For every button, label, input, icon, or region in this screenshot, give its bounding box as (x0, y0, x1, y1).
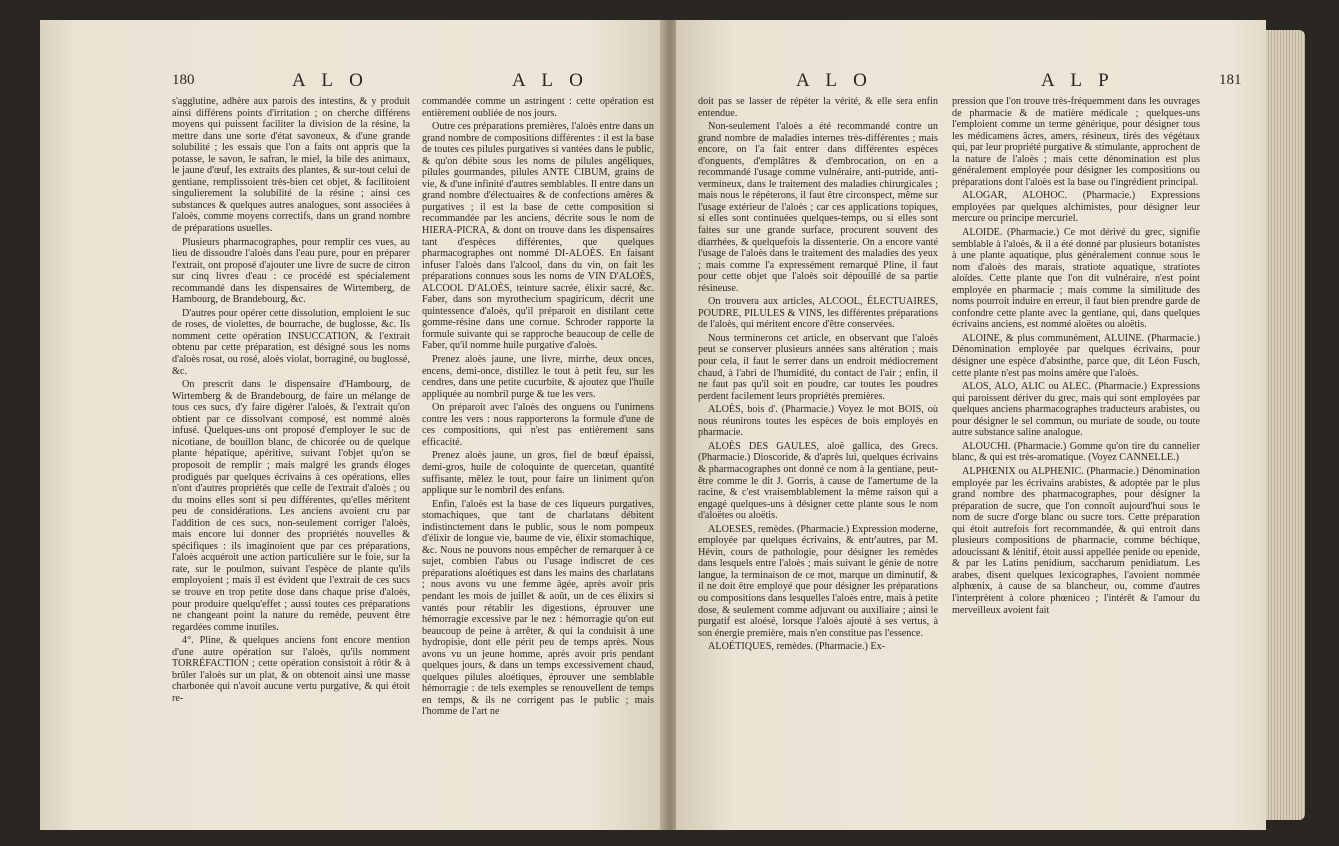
running-head-right-1: A L O (796, 70, 873, 91)
paragraph: On trouvera aux articles, ALCOOL, ÉLECTUAIRES, POUDRE, PILULES & VINS, les différentes préparations de l'aloès, qui méritent encore d'être conservées. (698, 296, 938, 331)
page-number-right: 181 (1219, 72, 1242, 88)
paragraph: ALOESES, remèdes. (Pharmacie.) Expression moderne, employée par quelques écrivains, & entr'autres, par M. Hévin, cours de pathologie, pour désigner les remèdes dans lesquels entre l'aloès ; mais suivant le génie de notre langue, la terminaison de ce mot, marque un diminutif, & il ne doit être employé que pour désigner les préparations ou compositions dans lesquelles l'aloès entre, mais à petite dose, & seulement comme adjuvant ou auxiliaire ; ainsi le purgatif est aloésé, lorsque l'aloès ajouté à ses vertus, à son énergie première, mais n'en constitue pas l'essence. (698, 523, 938, 639)
right-column-2 (952, 96, 1200, 618)
left-page (40, 20, 664, 830)
paragraph: On prescrit dans le dispensaire d'Hambourg, de Wirtemberg & de Brandebourg, de faire un mélange de tous ces sucs, d'y faire digérer l'aloès, & l'extrait qu'on obtient par ce dissolvant composé, est nommé aloès infusé. Quelques-uns ont proposé d'employer le suc de nicotiane, de bouillon blanc, de chicorée ou de quelque plante hépatique, apéritive, suivant l'objet qu'on se proposoit de remplir ; mais malgré les grands éloges prodigués par quelques écrivains à ces opérations, elles n'ont d'autres propriétés que celle de l'extrait d'aloès ; ou du moins elles sont si peu différentes, qu'elles méritent peu de considérations. Les anciens avoient cru par l'addition de ces sucs, non-seulement corriger l'aloès, mais encore lui donner des propriétés nouvelles & spécifiques : ils imaginoient que par ces préparations, l'aloès acquéroit une action particulière sur le foie, sur la rate, sur le poulmon, suivant l'espèce de plante qu'ils employoient ; mais il est évident que l'extrait de ces sucs se trouve en trop petite dose dans chaque prise d'aloès, pour produire quelqu'effet ; aussi toutes ces préparations ne changeant point la nature du remède, peuvent être regardées comme inutiles. (172, 379, 410, 633)
right-column-1 (698, 96, 938, 655)
paragraph: Outre ces préparations premières, l'aloès entre dans un grand nombre de compositions différentes : il est la base de toutes ces pilules purgatives si vantées dans le public, & qu'on débite sous les noms de pilules angéliques, pilules gourmandes, pilules ANTE CIBUM, grains de vie, & d'une infinité d'autres semblables. Il entre dans un grand nombre d'électuaires & de confections amères & purgatives ; il est la base de cette composition si recommandée par les anciens, décrite sous le nom de HIERA-PICRA, & dont on trouve dans les dispensaires tant d'espèces différentes, que quelques pharmacographes ont nommé DI-ALOÈS. En faisant infuser l'aloès dans l'alcool, dans du vin, on fait les préparations connues sous les noms de VIN D'ALOÈS, ALCOOL D'ALOÈS, teinture sacrée, élixir sacré, &c. Faber, dans son myrothecium spagiricum, décrit une quintessence d'aloès, qu'il préparoit en distilant cette gomme-résine dans une cornue. Schroder rapporte la formule suivante qui se rapproche beaucoup de celle de Faber, qu'il nomme huile purgative d'aloès. (422, 121, 654, 352)
right-page (676, 20, 1266, 830)
page-edges (1266, 30, 1305, 820)
left-column-2 (422, 96, 654, 720)
paragraph: ALOUCHI. (Pharmacie.) Gomme qu'on tire du cannelier blanc, & qui est très-aromatique. (Voyez CANNELLE.) (952, 440, 1200, 464)
paragraph: ALOÈS DES GAULES, aloë gallica, des Grecs. (Pharmacie.) Dioscoride, & d'après lui, quelques écrivains & pharmacographes ont donné ce nom à la gentiane, peut-être comme le dit J. Gorris, à cause de l'amertume de la racine, & c'est vraisemblablement la même raison qui a engagé quelques-uns à désigner cette plante sous le nom d'aloëtes ou aloëtis. (698, 440, 938, 522)
running-head-left-1: A L O (292, 70, 369, 91)
paragraph: On préparoit avec l'aloès des onguens ou l'unimens contre les vers : nous rapporterons la formule d'une de ces compositions, qui n'est pas entièrement sans efficacité. (422, 402, 654, 448)
paragraph: ALOÈS, bois d'. (Pharmacie.) Voyez le mot BOIS, où nous réunirons toutes les espèces de bois employés en pharmacie. (698, 404, 938, 439)
paragraph: ALOÉTIQUES, remèdes. (Pharmacie.) Ex- (708, 641, 886, 653)
running-head-right-2: A L P (1041, 70, 1115, 91)
paragraph: doit pas se lasser de répéter la vérité, & elle sera enfin entendue. (698, 96, 938, 119)
paragraph: ALOINE, & plus communément, ALUINE. (Pharmacie.) Dénomination employée par quelques écrivains, pour désigner une espèce d'absinthe, parce que, dit Léon Fusch, cette plante n'est pas moins amère que l'aloès. (952, 332, 1200, 379)
paragraph: pression que l'on trouve très-fréquemment dans les ouvrages de pharmacie & de matière médicale ; quelques-uns l'emploient comme un terme générique, pour désigner tous les médicamens âcres, amers, résineux, tirés des végétaux qui, par leur propriété purgative & stimulante, approchent de la nature de l'aloès ; mais cette dénomination est plus généralement employée pour désigner les compositions ou préparations dont l'aloès est la base ou l'ingrédient principal. (952, 96, 1200, 188)
paragraph: Enfin, l'aloès est la base de ces liqueurs purgatives, stomachiques, que tant de charlatans débitent indistinctement dans le public, sous le nom pompeux d'élixir de longue vie, baume de vie, élixir stomachique, &c. Nous ne pouvons nous empêcher de remarquer à ce sujet, combien l'abus ou l'usage indiscret de ces préparations aloétiques est dans les mains des charlatans ; nous avons vu une femme âgée, après avoir pris pendant les mois de juillet & août, un de ces élixirs si vantés pour rétablir les digestions, éprouver une hémorragie excessive par le nez : hémorragie qu'on eut beaucoup de peine à arrêter, & qui la conduisit à une hydropisie, dont elle périt peu de temps après. Nous avons vu un jeune homme, après avoir pris pendant quelques jours, & dans un temps excessivement chaud, quelques pilules aloétiques, éprouver une semblable hémorragie : de tels exemples se renouvellent de temps en temps, & ils ne corrigent pas le public ; mais l'homme de l'art ne (422, 498, 654, 718)
paragraph: D'autres pour opérer cette dissolution, emploient le suc de roses, de violettes, de bourrache, de buglosse, &c. Ils nomment cette opération INSUCCATION, & l'extrait obtenu par cette préparation, est désigné sous les noms d'aloès rosat, ou rosé, aloès violat, borraginé, ou buglossé, &c. (172, 307, 410, 377)
paragraph: Prenez aloès jaune, une livre, mirrhe, deux onces, encens, demi-once, distillez le tout à petit feu, sur les cendres, dans une petite cucurbite, & ajoutez que l'huile appliquée au nombril purge & tue les vers. (422, 354, 654, 400)
running-head-left-2: A L O (512, 70, 589, 91)
paragraph: ALOIDE. (Pharmacie.) Ce mot dérivé du grec, signifie semblable à l'aloès, & il a été donné par plusieurs botanistes à une plante aquatique, plus généralement connue sous le nom d'aloès des marais, stratiote aquatique, stratiotes aloïdes. Cette plante que l'on dit vulnéraire, n'est point employée en pharmacie ; mais comme la similitude des noms pourroit induire en erreur, il faut bien prendre garde de confondre cette plante avec la gentiane, qui, dans quelques écrivains anciens, est nommé aloëtes ou aloëtis. (952, 227, 1200, 331)
paragraph: Non-seulement l'aloès a été recommandé contre un grand nombre de maladies internes très-différentes ; mais encore, on l'a fait entrer dans différentes espèces d'onguents, d'emplâtres & d'embrocation, on en a recommandé l'usage comme vulnéraire, anti-putride, anti-vermineux, dans le traitement des maladies chirurgicales ; mais nous le répéterons, il faut être circonspect, même sur l'usage extérieur de l'aloès ; car ces applications topiques, si elles sont continuées quelques-temps, ou si elles sont faites sur une grande surface, procurent souvent des diarrhées, & quelquefois la dissenterie. On a encore vanté l'usage de l'aloès dans le traitement des maladies des yeux ; mais comme l'a expressément remarqué Pline, il faut pour cette objet que l'aloès soit dépouillé de sa partie résineuse. (698, 121, 938, 294)
paragraph: commandée comme un astringent : cette opération est entièrement oubliée de nos jours. (422, 96, 654, 119)
paragraph: ALOS, ALO, ALIC ou ALEC. (Pharmacie.) Expressions qui paroissent dériver du grec, mais qui sont employées par quelques anciens pharmacographes traducteurs arabistes, ou pour désigner le sel commun, ou muriate de soude, ou toute autre substance saline analogue. (952, 381, 1200, 439)
paragraph: 4°. Pline, & quelques anciens font encore mention d'une autre opération sur l'aloès, qu'ils nomment TORRÉFACTION ; cette opération consistoit à rôtir & à brûler l'aloès sur un plat, & on obtenoit ainsi une masse charbonée qui n'avoit aucune vertu purgative, & qui étoit re- (172, 635, 410, 704)
page-number-left: 180 (172, 72, 195, 88)
left-column-1 (172, 96, 410, 706)
paragraph: Plusieurs pharmacographes, pour remplir ces vues, au lieu de dissoudre l'aloès dans l'eau pure, pour en préparer l'extrait, ont proposé d'ajouter une livre de sucre de citron sur cinq livres d'eau : ce procédé est spécialement recommandé dans les dispensaires de Wirtemberg, de Hambourg, de Brandebourg, &c. (172, 236, 410, 306)
paragraph: ALOGAR, ALOHOC. (Pharmacie.) Expressions employées par quelques alchimistes, pour désigner leur mercure ou principe mercuriel. (952, 190, 1200, 225)
paragraph: Nous terminerons cet article, en observant que l'aloès peut se conserver plusieurs années sans altération ; mais pour cela, il faut le serrer dans un endroit médiocrement chaud, à l'abri de l'humidité, du contact de l'air ; enfin, il ne faut pas qu'il soit en poudre, car toutes les poudres perdent facilement leurs propriétés premières. (698, 332, 938, 402)
open-book (40, 20, 1305, 830)
paragraph: ALPHŒNIX ou ALPHENIC. (Pharmacie.) Dénomination employée par les écrivains arabistes, & adoptée par le plus grand nombre des pharmacographes, pour désigner la préparation de sucre, que l'on connoît aujourd'hui sous le nom de sucre d'orge blanc ou sucre tors. Cette préparation qui étoit autrefois fort recommandée, & qui entroit dans plusieurs compositions de pharmacie, comme béchique, adoucissant & lénitif, étoit aussi appellée penide ou epenide, & par les Latins penidium, saccharum penidiatum. Les arabes, disent quelques lexicographes, l'avoient nommée alphœnix, à cause de sa blancheur, ou, comme d'autres l'interprètent à colore phœniceo ; l'intérêt & l'amour du merveilleux avoient fait (952, 465, 1200, 616)
paragraph: s'agglutine, adhère aux parois des intestins, & y produit ainsi différens points d'irritation ; on cherche différens moyens qui puissent faciliter la division de la résine, la mettre dans une sorte d'état savoneux, & d'une grande solubilité ; les essais que l'on a faits ont appris que la potasse, le savon, le safran, le miel, la bile des animaux, le jaune d'œuf, les extraits des plantes, & sur-tout celui de gentiane, remplissoient très-bien cet objet, & facilitoient singulierement la solubilité de la résine ; ainsi ces substances & quelques autres analogues, sont associées à l'aloès, comme moyens correctifs, dans un grand nombre de préparations usuelles. (172, 96, 410, 235)
paragraph: Prenez aloès jaune, un gros, fiel de bœuf épaissi, demi-gros, huile de coloquinte de quercetan, quantité suffisante, mêlez le tout, pour faire un liniment qu'on applique sur le nombril des enfans. (422, 450, 654, 497)
